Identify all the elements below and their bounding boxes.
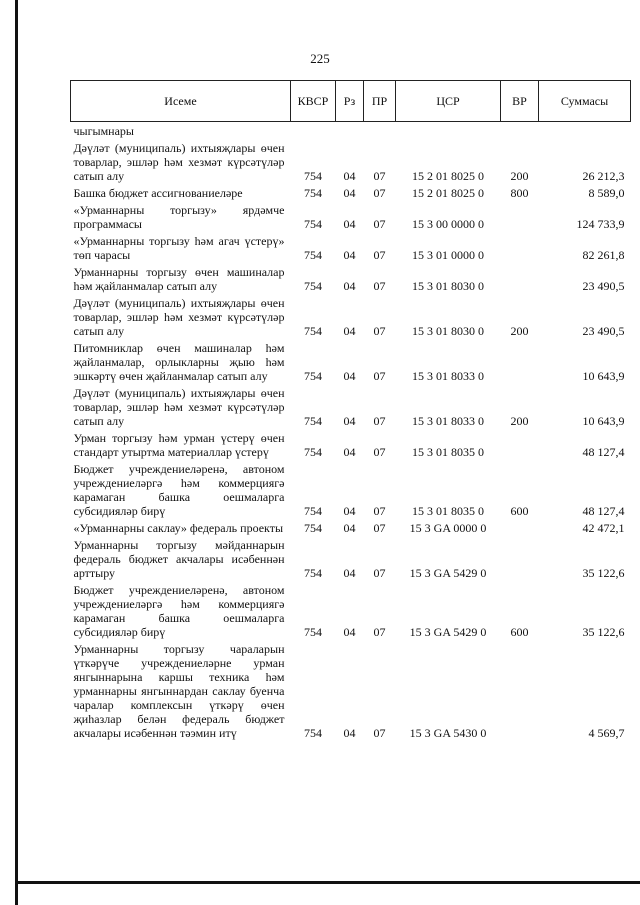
cell-rz: 04 bbox=[343, 625, 356, 639]
cell-rz: 04 bbox=[343, 726, 356, 740]
cell-kvsr: 754 bbox=[304, 324, 322, 338]
cell-kvsr: 754 bbox=[304, 369, 322, 383]
cell-kvsr: 754 bbox=[304, 625, 322, 639]
cell-kvsr: 754 bbox=[304, 504, 322, 518]
cell-pr: 07 bbox=[373, 521, 386, 535]
cell-kvsr: 754 bbox=[304, 521, 322, 535]
header-name: Исеме bbox=[71, 81, 291, 122]
budget-table bbox=[70, 80, 631, 741]
table-row bbox=[71, 184, 631, 201]
cell-vr: 200 bbox=[510, 169, 529, 183]
table-row bbox=[71, 232, 631, 263]
cell-vr bbox=[501, 536, 539, 581]
table-row bbox=[71, 263, 631, 294]
table-row bbox=[71, 339, 631, 384]
cell-csr: 15 3 01 8035 0 bbox=[412, 504, 484, 518]
cell-vr: 800 bbox=[510, 186, 529, 200]
cell-rz: 04 bbox=[343, 324, 356, 338]
cell-csr: 15 3 01 8030 0 bbox=[412, 324, 484, 338]
cell-sum: 35 122,6 bbox=[582, 566, 625, 580]
cell-kvsr: 754 bbox=[304, 248, 322, 262]
cell-name: чыгымнары bbox=[73, 124, 134, 138]
cell-kvsr: 754 bbox=[304, 217, 322, 231]
cell-pr: 07 bbox=[373, 217, 386, 231]
cell-rz: 04 bbox=[343, 369, 356, 383]
bottom-border-line bbox=[15, 881, 640, 884]
cell-name: Бюджет учреждениеләренә, автоном учреждениеләргә һәм коммерциягә карамаган башка оешмаларга субсидияләр бирү bbox=[73, 583, 285, 639]
cell-sum: 124 733,9 bbox=[576, 217, 625, 231]
table-row bbox=[71, 581, 631, 640]
cell-pr: 07 bbox=[373, 726, 386, 740]
cell-name: «Урманнарны торгызу һәм агач үстерү» төп чарасы bbox=[73, 234, 285, 262]
cell-csr: 15 3 01 0000 0 bbox=[412, 248, 484, 262]
header-vr: ВР bbox=[501, 81, 539, 122]
cell-pr: 07 bbox=[373, 625, 386, 639]
cell-name: Питомниклар өчен машиналар һәм җайланмалар, орлыкларны җыю һәм эшкәртү өчен җайланмалар сатып алу bbox=[73, 341, 285, 383]
cell-sum: 35 122,6 bbox=[582, 625, 625, 639]
cell-sum: 82 261,8 bbox=[582, 248, 625, 262]
table-row bbox=[71, 294, 631, 339]
cell-rz: 04 bbox=[343, 279, 356, 293]
cell-rz: 04 bbox=[343, 169, 356, 183]
cell-name: «Урманнарны торгызу» ярдәмче программасы bbox=[73, 203, 285, 231]
cell-pr: 07 bbox=[373, 279, 386, 293]
cell-kvsr: 754 bbox=[304, 566, 322, 580]
table-row bbox=[71, 429, 631, 460]
cell-sum: 10 643,9 bbox=[582, 369, 625, 383]
table-header bbox=[71, 81, 631, 122]
cell-pr: 07 bbox=[373, 248, 386, 262]
table-row bbox=[71, 460, 631, 519]
cell-kvsr: 754 bbox=[304, 186, 322, 200]
cell-vr: 200 bbox=[510, 414, 529, 428]
cell-sum: 42 472,1 bbox=[582, 521, 625, 535]
cell-vr: 600 bbox=[510, 504, 529, 518]
cell-rz: 04 bbox=[343, 445, 356, 459]
cell-kvsr: 754 bbox=[304, 445, 322, 459]
table-row bbox=[71, 384, 631, 429]
cell-pr: 07 bbox=[373, 369, 386, 383]
cell-vr bbox=[501, 339, 539, 384]
cell-vr: 200 bbox=[510, 324, 529, 338]
cell-csr: 15 3 01 8035 0 bbox=[412, 445, 484, 459]
cell-name: Урманнарны торгызу өчен машиналар һәм җайланмалар сатып алу bbox=[73, 265, 285, 293]
cell-pr: 07 bbox=[373, 324, 386, 338]
cell-kvsr: 754 bbox=[304, 414, 322, 428]
cell-csr: 15 3 01 8030 0 bbox=[412, 279, 484, 293]
cell-kvsr: 754 bbox=[304, 169, 322, 183]
header-csr: ЦСР bbox=[396, 81, 501, 122]
cell-csr: 15 3 01 8033 0 bbox=[412, 414, 484, 428]
table-row bbox=[71, 139, 631, 184]
cell-kvsr: 754 bbox=[304, 726, 322, 740]
cell-csr: 15 3 GA 5429 0 bbox=[409, 566, 487, 580]
cell-sum: 48 127,4 bbox=[582, 504, 625, 518]
header-sum: Суммасы bbox=[539, 81, 631, 122]
cell-name: Урманнарны торгызу мәйданнарын федераль бюджет акчалары исәбеннән арттыру bbox=[73, 538, 285, 580]
header-rz: Рз bbox=[336, 81, 364, 122]
cell-pr: 07 bbox=[373, 566, 386, 580]
cell-rz: 04 bbox=[343, 521, 356, 535]
cell-rz: 04 bbox=[343, 414, 356, 428]
header-kvsr: КВСР bbox=[291, 81, 336, 122]
cell-rz: 04 bbox=[343, 504, 356, 518]
cell-sum: 26 212,3 bbox=[582, 169, 625, 183]
cell-csr: 15 3 00 0000 0 bbox=[412, 217, 484, 231]
cell-sum: 10 643,9 bbox=[582, 414, 625, 428]
cell-rz: 04 bbox=[343, 248, 356, 262]
cell-sum: 8 589,0 bbox=[588, 186, 625, 200]
cell-vr bbox=[501, 263, 539, 294]
cell-sum bbox=[539, 122, 631, 140]
cell-csr: 15 3 GA 5430 0 bbox=[409, 726, 487, 740]
cell-name: Урман торгызу һәм урман үстерү өчен стандарт утыртма материаллар үстерү bbox=[73, 431, 285, 459]
header-pr: ПР bbox=[364, 81, 396, 122]
cell-vr bbox=[501, 429, 539, 460]
cell-csr: 15 3 GA 5429 0 bbox=[409, 625, 487, 639]
cell-rz: 04 bbox=[343, 566, 356, 580]
cell-sum: 48 127,4 bbox=[582, 445, 625, 459]
cell-rz bbox=[336, 122, 364, 140]
cell-csr: 15 2 01 8025 0 bbox=[412, 186, 484, 200]
cell-vr bbox=[501, 232, 539, 263]
cell-vr bbox=[501, 201, 539, 232]
table-row bbox=[71, 122, 631, 140]
cell-csr: 15 2 01 8025 0 bbox=[412, 169, 484, 183]
cell-sum: 23 490,5 bbox=[582, 324, 625, 338]
cell-kvsr: 754 bbox=[304, 279, 322, 293]
cell-sum: 23 490,5 bbox=[582, 279, 625, 293]
cell-vr bbox=[501, 640, 539, 741]
cell-name: Дәүләт (муниципаль) ихтыяҗлары өчен товарлар, эшләр һәм хезмәт күрсәтүләр сатып алу bbox=[73, 296, 285, 338]
cell-name: Дәүләт (муниципаль) ихтыяҗлары өчен товарлар, эшләр һәм хезмәт күрсәтүләр сатып алу bbox=[73, 141, 285, 183]
cell-sum: 4 569,7 bbox=[588, 726, 625, 740]
cell-name: Дәүләт (муниципаль) ихтыяҗлары өчен товарлар, эшләр һәм хезмәт күрсәтүләр сатып алу bbox=[73, 386, 285, 428]
page-number: 225 bbox=[310, 51, 330, 66]
cell-name: Башка бюджет ассигнованиеләре bbox=[73, 186, 243, 200]
cell-pr: 07 bbox=[373, 504, 386, 518]
table-body bbox=[71, 122, 631, 742]
cell-name: Бюджет учреждениеләренә, автоном учреждениеләргә һәм коммерциягә карамаган башка оешмаларга субсидияләр бирү bbox=[73, 462, 285, 518]
cell-pr: 07 bbox=[373, 414, 386, 428]
table-row bbox=[71, 201, 631, 232]
cell-kvsr bbox=[291, 122, 336, 140]
table-row bbox=[71, 536, 631, 581]
table-row bbox=[71, 640, 631, 741]
cell-csr: 15 3 01 8033 0 bbox=[412, 369, 484, 383]
cell-vr bbox=[501, 122, 539, 140]
cell-name: Урманнарны торгызу чараларын үткәрүче учреждениеләрне урман янгыннарына каршы техника һәм урманнарны янгыннардан саклау буенча чаралар комплексын үткәрү өчен җиһазлар белән федераль бюджет акчалары исәбеннән тәэмин итү bbox=[73, 642, 285, 740]
cell-vr: 600 bbox=[510, 625, 529, 639]
cell-name: «Урманнарны саклау» федераль проекты bbox=[73, 521, 284, 535]
cell-pr: 07 bbox=[373, 445, 386, 459]
cell-csr bbox=[396, 122, 501, 140]
table-row bbox=[71, 519, 631, 536]
cell-vr bbox=[501, 519, 539, 536]
cell-pr: 07 bbox=[373, 169, 386, 183]
cell-pr: 07 bbox=[373, 186, 386, 200]
cell-pr bbox=[364, 122, 396, 140]
cell-csr: 15 3 GA 0000 0 bbox=[409, 521, 487, 535]
cell-rz: 04 bbox=[343, 186, 356, 200]
left-border-line bbox=[15, 0, 18, 905]
cell-rz: 04 bbox=[343, 217, 356, 231]
